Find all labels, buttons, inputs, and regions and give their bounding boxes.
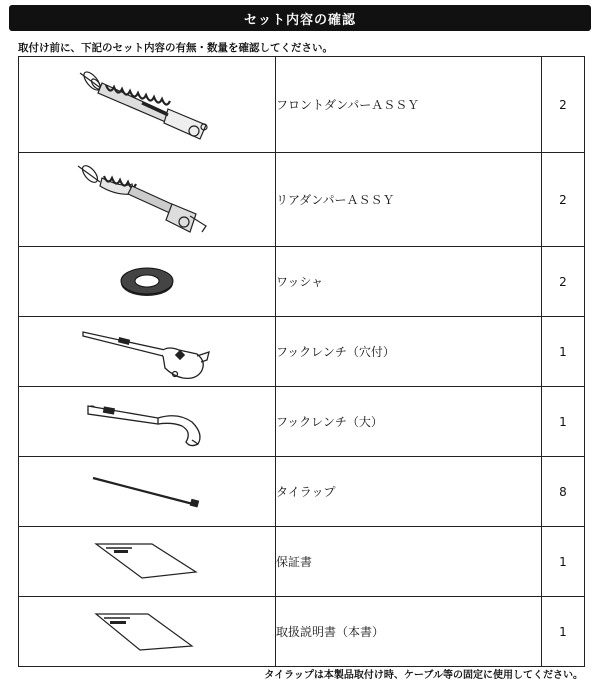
- item-qty: 1: [542, 597, 585, 667]
- item-name: フックレンチ（大）: [276, 387, 542, 457]
- hook-wrench-large-icon: [82, 394, 212, 450]
- contents-table: [18, 56, 585, 667]
- item-qty: 1: [542, 317, 585, 387]
- rear-damper-icon: [72, 160, 222, 240]
- item-qty: 2: [542, 247, 585, 317]
- hook-wrench-holed-icon: [77, 322, 217, 382]
- page-title-text: セット内容の確認: [243, 12, 356, 28]
- item-qty: 8: [542, 457, 585, 527]
- table-row: [19, 317, 585, 387]
- washer-icon: [112, 262, 182, 302]
- item-qty: 2: [542, 153, 585, 247]
- item-image-cell: [19, 57, 276, 153]
- item-name: ワッシャ: [276, 247, 542, 317]
- item-image-cell: [19, 387, 276, 457]
- table-row: [19, 387, 585, 457]
- table-row: [19, 153, 585, 247]
- front-damper-icon: [72, 65, 222, 145]
- table-row: [19, 527, 585, 597]
- table-row: [19, 57, 585, 153]
- item-image-cell: [19, 247, 276, 317]
- item-name: フックレンチ（穴付）: [276, 317, 542, 387]
- item-name: フロントダンパーＡＳＳＹ: [276, 57, 542, 153]
- item-image-cell: [19, 527, 276, 597]
- item-name: リアダンパーＡＳＳＹ: [276, 153, 542, 247]
- item-qty: 1: [542, 387, 585, 457]
- footnote: タイラップは本製品取付け時、ケーブル等の固定に使用してください。: [264, 670, 583, 681]
- table-row: [19, 597, 585, 667]
- manual-booklet-icon: [92, 608, 202, 656]
- item-qty: 2: [542, 57, 585, 153]
- table-row: [19, 457, 585, 527]
- page-title: [9, 5, 591, 31]
- table-row: [19, 247, 585, 317]
- cable-tie-icon: [87, 472, 207, 512]
- warranty-card-icon: [92, 538, 202, 586]
- item-name: 取扱説明書（本書）: [276, 597, 542, 667]
- item-name: 保証書: [276, 527, 542, 597]
- item-name: タイラップ: [276, 457, 542, 527]
- item-image-cell: [19, 597, 276, 667]
- item-image-cell: [19, 457, 276, 527]
- intro-text: 取付け前に、下記のセット内容の有無・数量を確認してください。: [18, 42, 333, 54]
- item-image-cell: [19, 153, 276, 247]
- item-qty: 1: [542, 527, 585, 597]
- item-image-cell: [19, 317, 276, 387]
